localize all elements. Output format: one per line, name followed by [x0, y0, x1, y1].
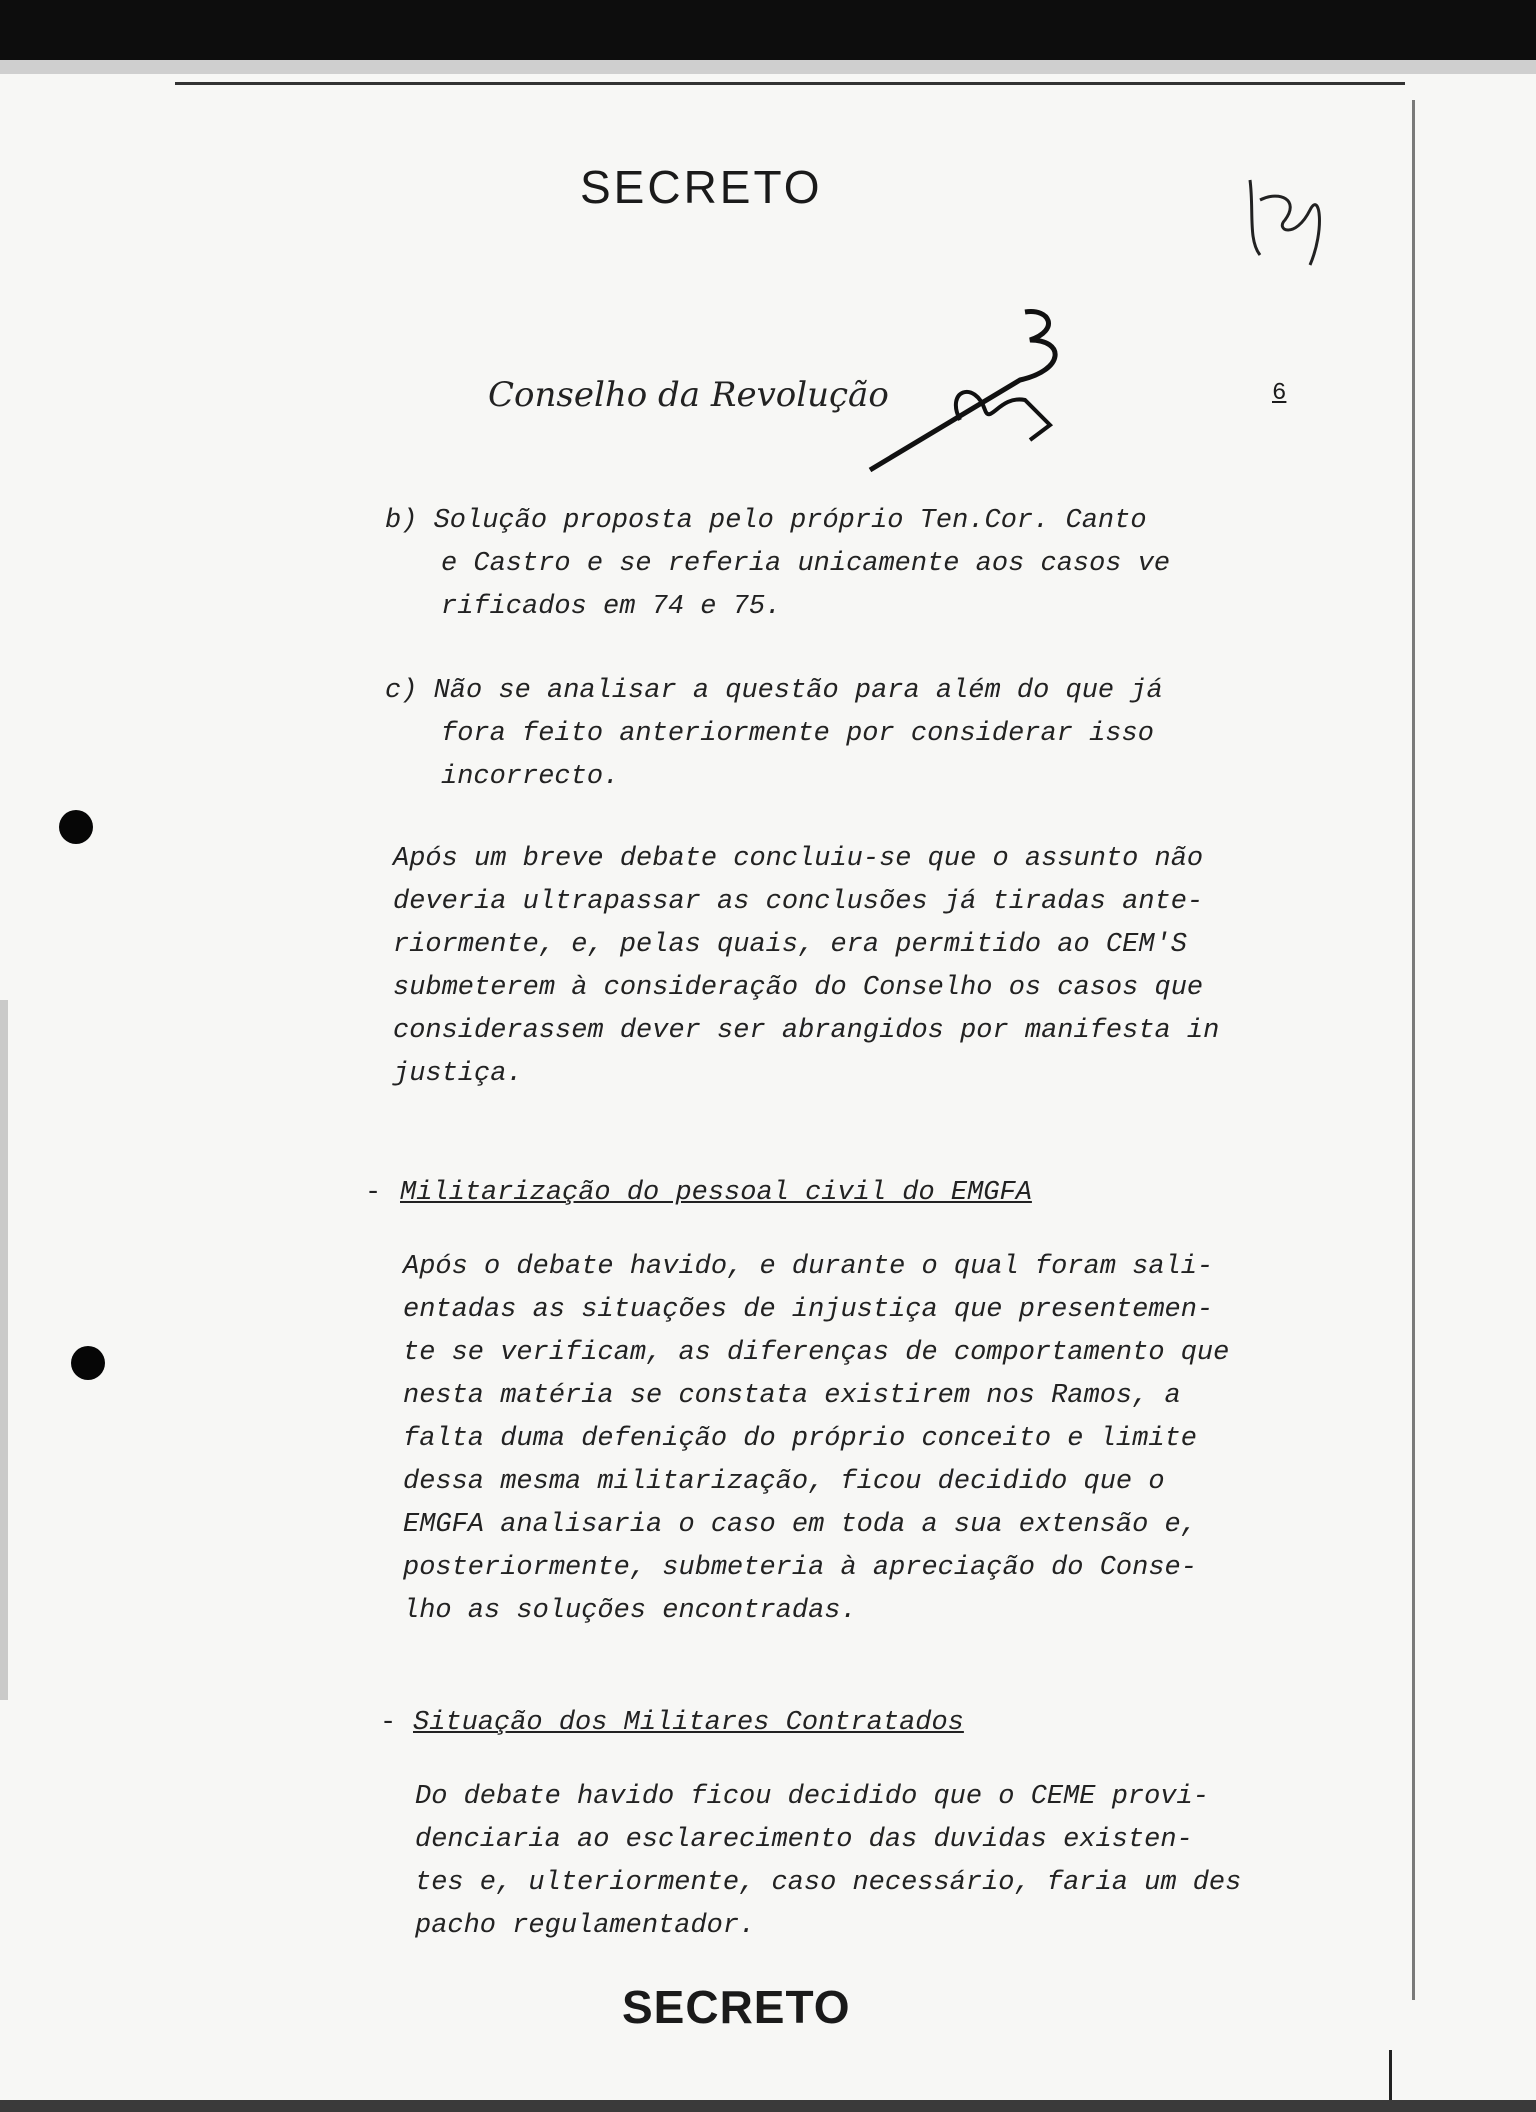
text-line: Após um breve debate concluiu-se que o assunto não — [393, 844, 1204, 874]
text-line: fora feito anteriormente por considerar isso — [441, 719, 1154, 749]
text-line: Após o debate havido, e durante o qual foram sali- — [403, 1252, 1214, 1282]
text-line: tes e, ulteriormente, caso necessário, faria um des — [415, 1868, 1242, 1898]
text-line: c) Não se analisar a questão para além do que já — [385, 676, 1163, 706]
text-line: denciaria ao esclarecimento das duvidas existen- — [415, 1825, 1193, 1855]
text-line: te se verificam, as diferenças de comportamento que — [403, 1338, 1230, 1368]
right-margin-line — [1412, 100, 1415, 2000]
text-line: EMGFA analisaria o caso em toda a sua extensão e, — [403, 1510, 1197, 1540]
text-line: rificados em 74 e 75. — [441, 592, 782, 622]
text-line: lho as soluções encontradas. — [403, 1596, 857, 1626]
text-line: submeterem à consideração do Conselho os casos que — [393, 973, 1204, 1003]
item-b — [385, 500, 1170, 629]
page-number: 6 — [1272, 380, 1287, 407]
top-rule — [175, 82, 1405, 85]
scan-bottom-border — [0, 2100, 1536, 2112]
text-line: e Castro e se referia unicamente aos casos ve — [441, 549, 1171, 579]
section-body — [415, 1776, 1241, 1948]
text-line: incorrecto. — [441, 762, 620, 792]
classification-stamp-top: SECRETO — [580, 161, 823, 213]
section-dash: - — [380, 1708, 397, 1738]
section-heading: Militarização do pessoal civil do EMGFA — [400, 1178, 1032, 1208]
text-line: deveria ultrapassar as conclusões já tiradas ante- — [393, 887, 1204, 917]
scan-top-border — [0, 0, 1536, 60]
section-heading: Situação dos Militares Contratados — [413, 1708, 964, 1738]
scan-left-edge — [0, 1000, 8, 1700]
text-line: entadas as situações de injustiça que presentemen- — [403, 1295, 1214, 1325]
punch-hole — [59, 810, 93, 844]
item-c — [385, 670, 1163, 799]
section-dash: - — [365, 1178, 382, 1208]
handwritten-initials — [1240, 170, 1330, 270]
scan-top-edge — [0, 60, 1536, 74]
text-line: pacho regulamentador. — [415, 1911, 756, 1941]
text-line: falta duma defenição do próprio conceito e limite — [403, 1424, 1197, 1454]
punch-hole — [71, 1346, 105, 1380]
text-line: riormente, e, pelas quais, era permitido ao CEM'S — [393, 930, 1187, 960]
classification-stamp-bottom: SECRETO — [622, 1981, 851, 2033]
text-line: dessa mesma militarização, ficou decidido que o — [403, 1467, 1165, 1497]
text-line: considerassem dever ser abrangidos por manifesta in — [393, 1016, 1220, 1046]
handwritten-signature — [850, 300, 1080, 480]
text-line: b) Solução proposta pelo próprio Ten.Cor. Canto — [385, 506, 1147, 536]
text-line: nesta matéria se constata existirem nos Ramos, a — [403, 1381, 1181, 1411]
text-line: posteriormente, submeteria à apreciação do Conse- — [403, 1553, 1197, 1583]
paragraph — [393, 838, 1219, 1096]
text-line: Do debate havido ficou decidido que o CEME provi- — [415, 1782, 1209, 1812]
section-body — [403, 1246, 1229, 1633]
right-margin-mark — [1389, 2050, 1392, 2100]
letterhead: Conselho da Revolução — [488, 375, 889, 415]
text-line: justiça. — [393, 1059, 523, 1089]
